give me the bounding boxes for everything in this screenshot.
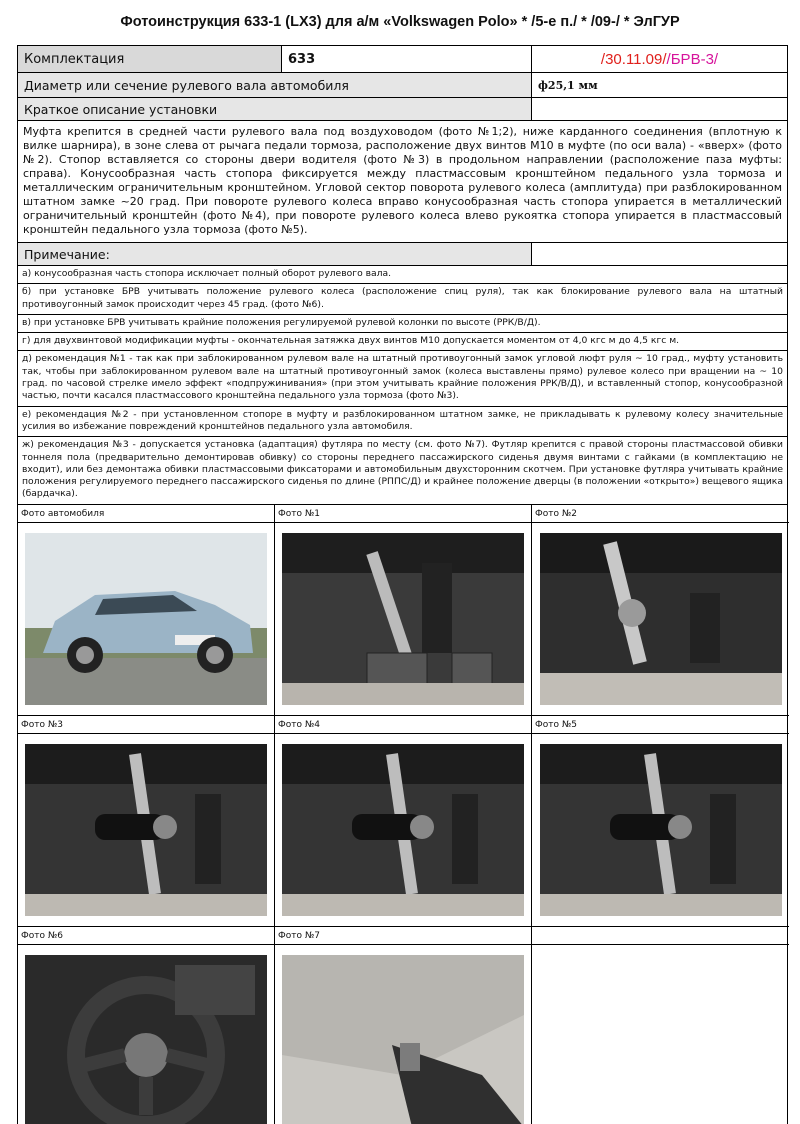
note-item: ж) рекомендация №3 - допускается установка (адаптация) футляра по месту (см. фото №7). Футляр крепится с правой стороны пластмассовой обивки тоннеля пола (предварительно демонтировав обивку) со стороны переднего пассажирского сиденья двумя винтами с гайками (в комплектацию не входит), или без демонтажа обивки пластмассовыми фиксаторами и автомобильным двухсторонним скотчем. При установке футляра учитывать крайние положения регулируемого переднего пассажирского сиденья по длине (РППС/Д) и крайнее положение дверцы (в положении «открыто») вещевого ящика (бардачка).: [22, 439, 783, 500]
photo-cell: [275, 716, 532, 927]
short-desc-row: [18, 98, 787, 121]
photo-cell: [532, 505, 789, 716]
diameter-row: [18, 73, 787, 98]
note-item: а) конусообразная часть стопора исключает полный оборот рулевого вала.: [18, 266, 787, 284]
note-item: б) при установке БРВ учитывать положение рулевого колеса (расположение спиц руля), так как блокирование рулевого вала на штатный противоугонный замок происходит через 45 град. (фото №6).: [18, 284, 787, 315]
photo-caption: Фото №2: [532, 505, 789, 523]
komplektatsiya-label: Комплектация: [18, 46, 282, 72]
description-row: [18, 121, 787, 243]
photo-caption: Фото №5: [532, 716, 789, 734]
photo-cell: [532, 927, 789, 1124]
note-item: е) рекомендация №2 - при установленном стопоре в муфту и разблокированном штатном замке, не прикладывать к рулевому колесу значительные усилия во избежание повреждений кронштейнов педального узла автомобиля.: [18, 407, 787, 438]
note-label-blank: [532, 243, 787, 265]
photo-caption: Фото №3: [18, 716, 274, 734]
photo-image: [18, 734, 274, 926]
photo-image: [532, 734, 789, 926]
date-red: /30.11.09/: [600, 50, 667, 68]
photo-image: [18, 945, 274, 1124]
photo-cell: [275, 505, 532, 716]
photo-cell: [275, 927, 532, 1124]
photo-image: [18, 523, 274, 715]
short-desc-blank: [532, 98, 787, 120]
empty-slot: [532, 945, 789, 1124]
photo-caption: Фото автомобиля: [18, 505, 274, 523]
photos-row: [18, 505, 787, 1124]
photo-caption: Фото №1: [275, 505, 531, 523]
note-label: Примечание:: [18, 243, 532, 265]
short-desc-label: Краткое описание установки: [18, 98, 532, 120]
note-item: г) для двухвинтовой модификации муфты - окончательная затяжка двух винтов М10 допускается моментом от 4,0 кгс м до 4,5 кгс м.: [18, 333, 787, 351]
diameter-value: ф25,1 мм: [538, 78, 598, 92]
document-title: Фотоинструкция 633-1 (LX3) для а/м «Volkswagen Polo» * /5-е п./ * /09-/ * ЭлГУР: [120, 14, 680, 30]
date-stamp: [532, 46, 787, 72]
note-item: д) рекомендация №1 - так как при заблокированном рулевом вале на штатный противоугонный замок угловой люфт руля ~ 10 град., муфту установить так, чтобы при заблокированном рулевом вале на штатный противоугонный замок (колеса выставлены прямо) рулевое колесо при вращении на ~ 10 град. по часовой стрелке имело эффект «подпружинивания» (при этом учитывать крайние положения РРК/В/Д), и вставленный стопор, конусообразной частью, почти касался пластмассового кронштейна педального узла тормоза (фото №3).: [18, 351, 787, 406]
photo-image: [275, 523, 531, 715]
photo-caption: [532, 927, 789, 945]
photo-cell: [532, 716, 789, 927]
note-item: в) при установке БРВ учитывать крайние положения регулируемой рулевой колонки по высоте (РРК/В/Д).: [18, 315, 787, 333]
photo-cell: [18, 927, 275, 1124]
photo-image: [275, 945, 531, 1124]
instruction-sheet: [17, 45, 788, 1124]
note-label-row: [18, 243, 787, 266]
photo-caption: Фото №4: [275, 716, 531, 734]
photo-image: [532, 523, 789, 715]
date-magenta: /БРВ-3/: [666, 50, 719, 68]
komplektatsiya-row: [18, 46, 787, 73]
photo-image: [275, 734, 531, 926]
diameter-label: Диаметр или сечение рулевого вала автомобиля: [18, 73, 532, 97]
notes-block: [18, 266, 787, 505]
photo-caption: Фото №6: [18, 927, 274, 945]
komplektatsiya-value: 633: [282, 46, 532, 72]
description-text: Муфта крепится в средней части рулевого вала под воздуховодом (фото №1;2), ниже карданного соединения (вплотную к вилке шарнира), в зоне слева от рычага педали тормоза, расположение двух винтов М10 в муфте (по оси вала) - «вверх» (фото №2). Стопор вставляется со стороны двери водителя (фото №3) в продольном направлении (расположение паза муфты: справа). Конусообразная часть стопора фиксируется между пластмассовым кронштейном педального узла тормоза и металлическим ограничительным кронштейном. Угловой сектор поворота рулевого колеса (амплитуда) при разблокированном штатном замке ~20 град. При повороте рулевого колеса вправо конусообразная часть стопора упирается в металлический ограничительный кронштейн (фото №4), при повороте рулевого колеса влево рукоятка стопора упирается в пластмассовый кронштейн педального узла тормоза (фото №5).: [23, 125, 782, 236]
photo-caption: Фото №7: [275, 927, 531, 945]
photo-cell: [18, 716, 275, 927]
photo-grid: [18, 505, 789, 1124]
photo-cell: [18, 505, 275, 716]
